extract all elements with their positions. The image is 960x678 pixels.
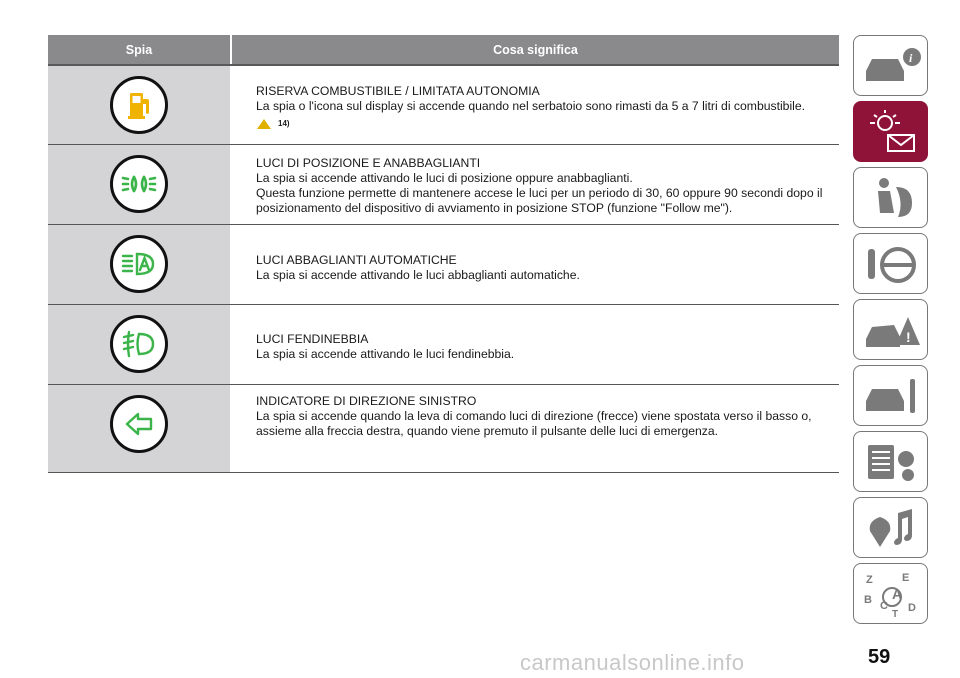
fuel-pump-icon (110, 76, 168, 134)
svg-text:C: C (879, 599, 888, 612)
maintenance-tab-icon[interactable] (853, 365, 928, 426)
row-title: INDICATORE DI DIREZIONE SINISTRO (256, 394, 477, 408)
row-text: La spia si accende attivando le luci di posizione oppure anabbaglianti. (256, 171, 633, 185)
header-spia: Spia (125, 42, 153, 57)
description-cell (230, 225, 839, 304)
index-tab-icon[interactable] (853, 563, 928, 624)
row-title: LUCI FENDINEBBIA (256, 332, 369, 346)
row-text: La spia si accende quando la leva di comando luci di direzione (frecce) viene spostata verso il basso o, assieme alla freccia destra, quando viene premuto il pulsante delle luci di emergenza. (256, 409, 812, 438)
table-row (48, 66, 839, 145)
multimedia-tab-icon[interactable] (853, 497, 928, 558)
row-title: RISERVA COMBUSTIBILE / LIMITATA AUTONOMIA (256, 84, 540, 98)
row-title: LUCI ABBAGLIANTI AUTOMATICHE (256, 253, 457, 267)
technical-data-tab-icon[interactable] (853, 431, 928, 492)
svg-text:T: T (891, 608, 898, 619)
table-row (48, 385, 839, 473)
icon-cell (48, 145, 230, 224)
warning-lights-table (48, 35, 839, 473)
fog-light-icon (110, 315, 168, 373)
icon-cell (48, 385, 230, 472)
row-text: La spia o l'icona sul display si accende quando nel serbatoio sono rimasti da 5 a 7 litri di combustibile. (256, 99, 806, 113)
hand-warning-icon (256, 118, 272, 130)
svg-text:D: D (907, 601, 916, 614)
safety-airbag-tab-icon[interactable] (853, 167, 928, 228)
emergency-tab-icon[interactable] (853, 299, 928, 360)
car-info-tab-icon[interactable] (853, 35, 928, 96)
warning-ref-number: 14) (278, 119, 290, 128)
page-number: 59 (868, 646, 891, 668)
warning-lights-tab-icon[interactable] (853, 101, 928, 162)
watermark: carmanualsonline.info (520, 650, 745, 675)
table-row (48, 225, 839, 305)
starting-driving-tab-icon[interactable] (853, 233, 928, 294)
warning-reference (256, 116, 835, 131)
svg-text:!: ! (905, 328, 911, 345)
icon-cell (48, 225, 230, 304)
svg-text:Z: Z (865, 573, 873, 586)
table-row (48, 305, 839, 385)
svg-text:A: A (891, 585, 902, 602)
position-low-beam-lights-icon (110, 155, 168, 213)
svg-text:E: E (901, 571, 909, 584)
row-text: La spia si accende attivando le luci abbaglianti automatiche. (256, 268, 580, 282)
svg-text:B: B (863, 593, 872, 606)
chapter-sidebar (853, 35, 928, 629)
svg-text:i: i (908, 50, 912, 65)
row-text: La spia si accende attivando le luci fendinebbia. (256, 347, 515, 361)
icon-cell (48, 305, 230, 384)
row-text-2: Questa funzione permette di mantenere accese le luci per un periodo di 30, 60 oppure 90 secondi dopo il posizionamento del dispositivo di avviamento in posizione STOP (funzione "Follow me"). (256, 186, 823, 215)
left-turn-indicator-icon (110, 395, 168, 453)
description-cell (230, 66, 839, 144)
table-row (48, 145, 839, 225)
table-header (48, 35, 839, 66)
auto-high-beam-icon (110, 235, 168, 293)
description-cell (230, 385, 839, 472)
row-title: LUCI DI POSIZIONE E ANABBAGLIANTI (256, 156, 481, 170)
description-cell (230, 305, 839, 384)
icon-cell (48, 66, 230, 144)
description-cell (230, 145, 839, 224)
header-cosa-significa: Cosa significa (230, 35, 839, 64)
